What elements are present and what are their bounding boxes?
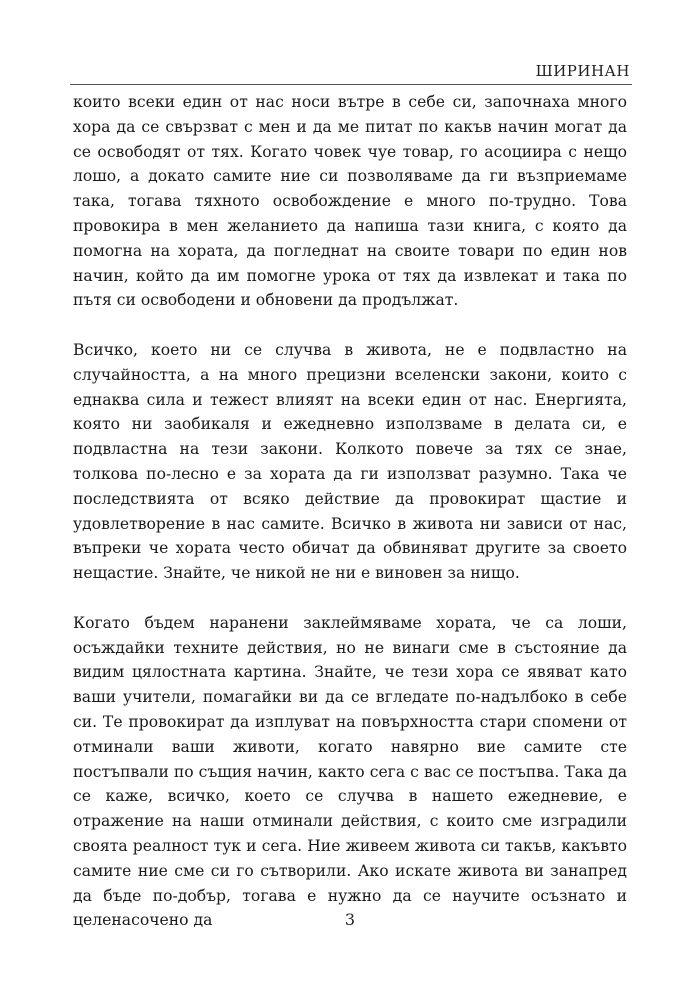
paragraph-1: които всеки един от нас носи вътре в себе си, започнаха много хора да се свързват с мен и да ме питат по какъв начин могат да се освободят от тях. Когато човек чуе товар, го асоциира с нещо лошо, а докато самите ние си позволяваме да ги възприемаме така, тогава тяхното освобождение е много по-трудно. Това провокира в мен желанието да напиша тази книга, с която да помогна на хората, да погледнат на своите товари по един нов начин, който да им помогне урока от тях да извлекат и така по пътя си освободени и обновени да продължат.	[73, 93, 627, 310]
paragraph-3: Когато бъдем наранени заклеймяваме хората, че са лоши, осъждайки техните действия, но не винаги сме в състояние да видим цялостната картина. Знайте, че тези хора се явяват като ваши учители, помагайки ви да се вгледате по-надълбоко в себе си. Те провокират да изплуват на повърхността стари спомени от отминали ваши животи, когато навярно вие самите сте постъпвали по същия начин, както сега с вас се постъпва. Така да се каже, всичко, което се случва в нашето ежедневие, е отражение на наши отминали действия, с които сме изградили своята реалност тук и сега. Ние живеем живота си такъв, какъвто самите ние сме си го сътворили. Ако искате живота ви занапред да бъде по-добър, тогава е нужно да се научите осъзнато и целенасочено да	[73, 613, 627, 930]
page-number: 3	[344, 910, 356, 929]
header-divider	[70, 84, 632, 85]
page-body	[73, 90, 627, 933]
running-header-title: ШИРИНАН	[535, 62, 630, 80]
paragraph-2: Всичко, което ни се случва в живота, не е подвластно на случайността, а на много прецизни вселенски закони, които с еднаква сила и тежест влияят на всеки един от нас. Енергията, която ни заобикаля и ежедневно използваме в делата си, е подвластна на тези закони. Колкото повече за тях се знае, толкова по-лесно е за хората да ги използват разумно. Така че последствията от всяко действие да провокират щастие и удовлетворение в нас самите. Всичко в живота ни зависи от нас, въпреки че хората често обичат да обвиняват другите за своето нещастие. Знайте, че никой не ни е виновен за нищо.	[73, 340, 627, 583]
